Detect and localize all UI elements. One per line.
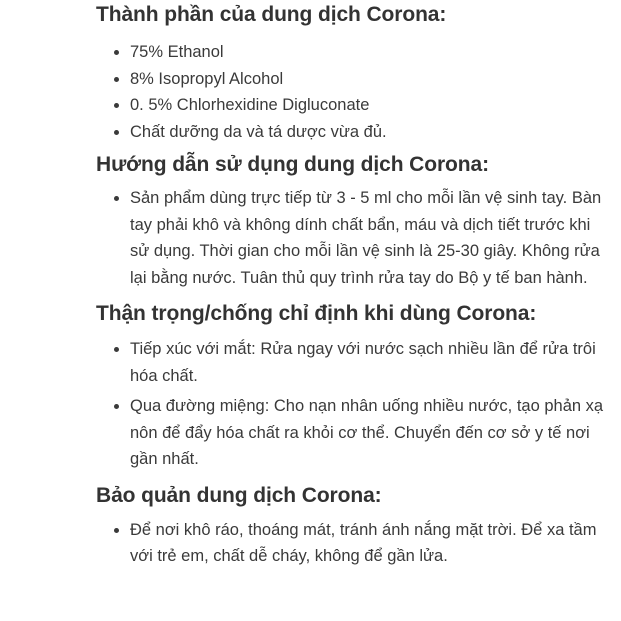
list-item: 75% Ethanol (130, 39, 609, 66)
bullet-list (96, 336, 609, 473)
bullet-list (96, 185, 609, 291)
list-item: Sản phẩm dùng trực tiếp từ 3 - 5 ml cho mỗi lần vệ sinh tay. Bàn tay phải khô và không dính chất bẩn, máu và dịch tiết trước khi sử dụng. Thời gian cho mỗi lần vệ sinh là 25-30 giây. Không rửa lại bằng nước. Tuân thủ quy trình rửa tay do Bộ y tế ban hành. (130, 185, 609, 291)
section-precautions (96, 302, 609, 473)
list-item: Chất dưỡng da và tá dược vừa đủ. (130, 119, 609, 146)
section-storage (96, 484, 609, 570)
section-heading: Bảo quản dung dịch Corona: (96, 483, 382, 507)
list-item: Để nơi khô ráo, thoáng mát, tránh ánh nắng mặt trời. Để xa tầm với trẻ em, chất dễ cháy, không để gần lửa. (130, 517, 609, 570)
list-item: 0. 5% Chlorhexidine Digluconate (130, 92, 609, 119)
bullet-list (96, 39, 609, 145)
section-heading: Thành phần của dung dịch Corona: (96, 3, 447, 26)
list-item: Qua đường miệng: Cho nạn nhân uống nhiều nước, tạo phản xạ nôn để đẩy hóa chất ra khỏi cơ thể. Chuyển đến cơ sở y tế nơi gần nhất. (130, 393, 609, 473)
section-usage (96, 153, 609, 291)
list-item: 8% Isopropyl Alcohol (130, 66, 609, 93)
section-heading: Thận trọng/chống chỉ định khi dùng Corona: (96, 302, 537, 325)
list-item: Tiếp xúc với mắt: Rửa ngay với nước sạch nhiều lần để rửa trôi hóa chất. (130, 336, 609, 389)
section-ingredients (96, 3, 609, 145)
section-heading: Hướng dẫn sử dụng dung dịch Corona: (96, 153, 489, 176)
bullet-list (96, 517, 609, 570)
